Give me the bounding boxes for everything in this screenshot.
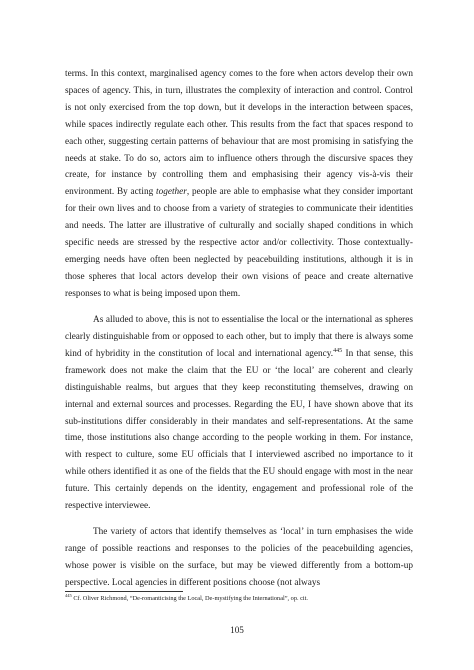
- paragraph-2-text-a: As alluded to above, this is not to essentialise the local or the international as spheres clearly distinguishable from or opposed to each other, but to imply that there is always some kind of hybridity in the constitution of local and international agency.: [65, 315, 413, 359]
- paragraph-3: [65, 524, 413, 592]
- footnote: [65, 594, 425, 603]
- paragraph-1: [65, 66, 413, 303]
- paragraph-1-text-a: terms. In this context, marginalised agency comes to the fore when actors develop their own spaces of agency. This, in turn, illustrates the complexity of interaction and control. Control is not only exercised from the top down, but it develops in the interaction between spaces, while spaces indirectly regulate each other. This results from the fact that spaces respond to each other, suggesting certain patterns of behaviour that are most promising in satisfying the needs at stake. To do so, actors aim to influence others through the discursive spaces they create, for instance by controlling them and emphasising their agency vis-à-vis their environment. By acting: [65, 69, 413, 198]
- footnote-text: Cf. Oliver Richmond, “De-romanticising the Local, De-mystifying the International”, op. cit.: [71, 595, 308, 602]
- paragraph-2: [65, 312, 413, 515]
- footnote-number: 445: [65, 592, 72, 598]
- paragraph-1-italic-together: together: [156, 187, 187, 198]
- paragraph-3-text: The variety of actors that identify themselves as ‘local’ in turn emphasises the wide range of possible reactions and responses to the policies of the peacebuilding agencies, whose power is visible on the surface, but may be viewed differently from a bottom-up perspective. Local agencies in different positions choose (not always: [65, 527, 413, 589]
- body-text: [65, 66, 413, 592]
- page-number: 105: [230, 625, 244, 635]
- footnote-reference-445[interactable]: 445: [333, 347, 343, 354]
- footnote-separator: [65, 591, 183, 592]
- paragraph-1-text-b: , people are able to emphasise what they consider important for their own lives and to choose from a variety of strategies to communicate their identities and needs. The latter are illustrative of culturally and socially shaped conditions in which specific needs are stressed by the respective actor and/or collectivity. Those contextually-emerging needs have often been neglected by peacebuilding institutions, although it is in those spheres that local actors develop their own visions of peace and create alternative responses to what is being imposed upon them.: [65, 187, 413, 299]
- paragraph-2-text-b: In that sense, this framework does not make the claim that the EU or ‘the local’ are coherent and clearly distinguishable realms, but argues that they keep reconstituting themselves, drawing on internal and external sources and processes. Regarding the EU, I have shown above that its sub-institutions differ considerably in their mandates and self-representations. At the same time, those institutions also change according to the people working in them. For instance, with respect to culture, some EU officials that I interviewed ascribed no importance to it while others identified it as one of the fields that the EU should engage with most in the near future. This certainly depends on the identity, engagement and professional role of the respective interviewee.: [65, 348, 413, 512]
